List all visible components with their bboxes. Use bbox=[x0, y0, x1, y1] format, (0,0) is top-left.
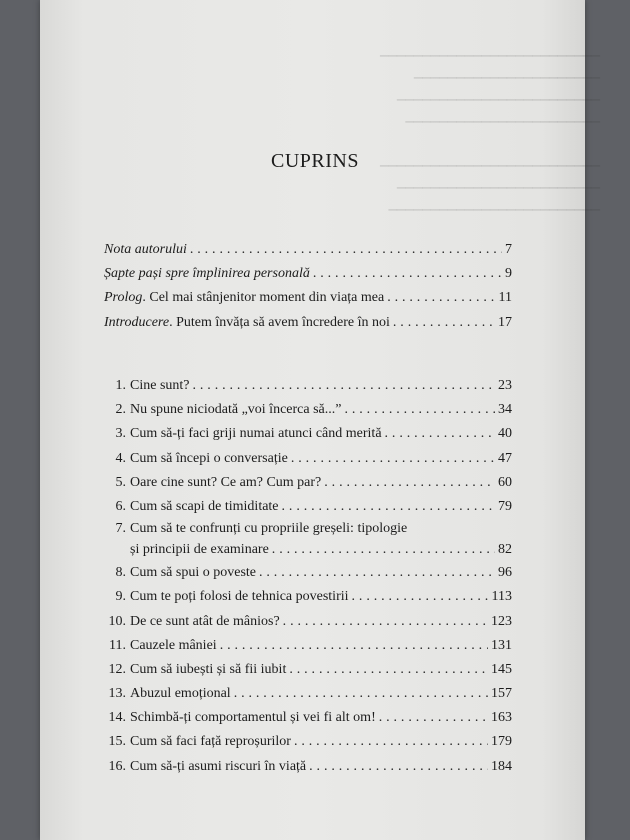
page-number: 157 bbox=[491, 686, 512, 702]
chapter-number: 2. bbox=[115, 402, 126, 418]
dot-leader bbox=[379, 706, 488, 730]
chapter-title: Cum să scapi de timiditate bbox=[130, 498, 279, 514]
chapter-number: 1. bbox=[115, 378, 126, 393]
dot-leader bbox=[283, 610, 488, 634]
chapter-title: Cum să-ți faci griji numai atunci când merită bbox=[130, 426, 382, 442]
page-number: 23 bbox=[498, 378, 512, 393]
page-number: 96 bbox=[498, 565, 512, 581]
chapter-number: 16. bbox=[108, 758, 126, 774]
dot-leader bbox=[385, 422, 495, 446]
page-number: 145 bbox=[491, 661, 512, 677]
page-number: 163 bbox=[491, 710, 512, 726]
toc-entry bbox=[104, 495, 512, 519]
dot-leader bbox=[324, 471, 495, 495]
chapter-title: Schimbă-ți comportamentul și vei fi alt om! bbox=[130, 710, 376, 726]
page-number: 40 bbox=[498, 426, 512, 442]
page-number: 34 bbox=[498, 402, 512, 418]
chapter-title: Cum să faci față reproșurilor bbox=[130, 734, 291, 750]
toc-entry bbox=[104, 585, 512, 609]
toc-entry bbox=[104, 730, 512, 754]
chapter-title: Oare cine sunt? Ce am? Cum par? bbox=[130, 474, 322, 490]
chapter-title-continued: și principii de examinare bbox=[130, 542, 269, 558]
toc-entry bbox=[104, 634, 512, 658]
dot-leader bbox=[272, 539, 495, 561]
dot-leader bbox=[291, 447, 495, 471]
chapter-title: Cum să iubești și să fii iubit bbox=[130, 661, 287, 677]
chapter-number: 3. bbox=[115, 426, 126, 442]
dot-leader bbox=[193, 374, 496, 398]
chapter-title: Nu spune niciodată „voi încerca să...” bbox=[130, 402, 342, 418]
chapter-title: Cum să te confrunți cu propriile greșeli: tipologie bbox=[130, 521, 408, 537]
chapter-number: 14. bbox=[108, 710, 126, 726]
page-number: 47 bbox=[498, 450, 512, 466]
toc-entry bbox=[104, 755, 512, 779]
chapter-title: Cum să-ți asumi riscuri în viață bbox=[130, 758, 307, 774]
dot-leader bbox=[393, 311, 495, 335]
toc-entry bbox=[104, 374, 512, 398]
toc-entry bbox=[104, 238, 512, 262]
entry-title bbox=[104, 286, 384, 310]
entry-title-italic: Nota autorului bbox=[104, 242, 187, 257]
toc-entry bbox=[104, 682, 512, 706]
toc-entry bbox=[104, 561, 512, 585]
chapter-title: Cum să spui o poveste bbox=[130, 565, 256, 581]
dot-leader bbox=[309, 755, 488, 779]
chapter-number: 9. bbox=[115, 589, 126, 605]
entry-title-italic: Șapte pași spre împlinirea personală bbox=[104, 266, 310, 282]
dot-leader bbox=[220, 634, 488, 658]
toc-entry bbox=[104, 658, 512, 682]
chapter-number: 7. bbox=[115, 521, 126, 537]
chapter-title: Cum te poți folosi de tehnica povestirii bbox=[130, 589, 349, 605]
page-number: 113 bbox=[491, 589, 512, 605]
page-number: 60 bbox=[498, 474, 512, 490]
front-matter-list bbox=[104, 238, 512, 335]
entry-title-italic: Introducere bbox=[104, 314, 170, 330]
entry-title-rest: . Putem învăța să avem încredere în noi bbox=[169, 314, 390, 330]
chapter-title: Abuzul emoțional bbox=[130, 686, 231, 702]
page-number: 179 bbox=[491, 734, 512, 750]
page-number: 11 bbox=[498, 290, 512, 306]
chapter-title: De ce sunt atât de mânios? bbox=[130, 613, 280, 629]
chapter-number: 13. bbox=[108, 686, 126, 702]
show-through-text: ▁▁▁▁▁▁▁▁▁▁▁▁▁▁▁▁▁▁▁▁▁▁▁▁▁▁ ▁▁▁▁▁▁▁▁▁▁▁▁▁▁▁▁▁▁▁▁▁▁ ▁▁▁▁▁▁▁▁▁▁▁▁▁▁▁▁▁▁▁▁▁▁▁▁ ▁▁▁▁▁▁▁▁▁▁▁▁▁▁▁▁▁▁▁▁▁▁▁ ▁▁▁▁▁▁▁▁▁▁▁▁▁▁▁▁▁▁▁▁▁▁▁▁▁▁ ▁▁▁▁▁▁▁▁▁▁▁▁▁▁▁▁▁▁▁▁▁▁▁▁ ▁▁▁▁▁▁▁▁▁▁▁▁▁▁▁▁▁▁▁▁▁▁▁▁▁ bbox=[380, 45, 600, 211]
dot-leader bbox=[234, 682, 488, 706]
entry-line bbox=[104, 519, 512, 539]
chapter-number: 11. bbox=[109, 637, 126, 653]
chapter-number: 15. bbox=[108, 734, 126, 750]
dot-leader bbox=[344, 398, 495, 422]
chapter-number: 6. bbox=[115, 498, 126, 514]
dot-leader bbox=[387, 286, 495, 310]
chapter-number: 12. bbox=[108, 661, 126, 677]
dot-leader bbox=[289, 658, 488, 682]
entry-title bbox=[104, 238, 187, 262]
chapter-title: Cum să începi o conversație bbox=[130, 450, 288, 466]
toc-entry bbox=[104, 286, 512, 310]
chapter-number: 10. bbox=[108, 613, 126, 629]
page-number: 79 bbox=[498, 498, 512, 514]
page-number: 9 bbox=[505, 266, 512, 282]
page-number: 82 bbox=[498, 542, 512, 558]
toc-entry bbox=[104, 447, 512, 471]
chapter-number: 5. bbox=[115, 474, 126, 490]
toc-entry bbox=[104, 311, 512, 335]
toc-entry bbox=[104, 519, 512, 561]
page-title: CUPRINS bbox=[271, 150, 359, 172]
dot-leader bbox=[313, 262, 502, 286]
toc-entry bbox=[104, 398, 512, 422]
toc-entry bbox=[104, 610, 512, 634]
toc-entry bbox=[104, 262, 512, 286]
page-number: 131 bbox=[491, 637, 512, 653]
toc-entry bbox=[104, 471, 512, 495]
dot-leader bbox=[282, 495, 495, 519]
chapter-title: Cine sunt? bbox=[130, 378, 190, 393]
entry-title bbox=[104, 262, 310, 286]
chapter-number: 4. bbox=[115, 450, 126, 466]
page-number: 7 bbox=[505, 242, 512, 257]
chapter-list bbox=[104, 374, 512, 779]
chapter-number: 8. bbox=[115, 565, 126, 581]
entry-title bbox=[104, 311, 390, 335]
entry-title-italic: Prolog bbox=[104, 290, 143, 306]
page-number: 123 bbox=[491, 613, 512, 629]
dot-leader bbox=[352, 585, 489, 609]
entry-line bbox=[104, 539, 512, 561]
toc-entry bbox=[104, 706, 512, 730]
chapter-title: Cauzele mâniei bbox=[130, 637, 217, 653]
dot-leader bbox=[190, 238, 502, 262]
toc-entry bbox=[104, 422, 512, 446]
entry-title-rest: . Cel mai stânjenitor moment din viața mea bbox=[142, 290, 385, 306]
page-number: 17 bbox=[498, 314, 512, 330]
dot-leader bbox=[259, 561, 495, 585]
dot-leader bbox=[294, 730, 488, 754]
page-number: 184 bbox=[491, 758, 512, 774]
